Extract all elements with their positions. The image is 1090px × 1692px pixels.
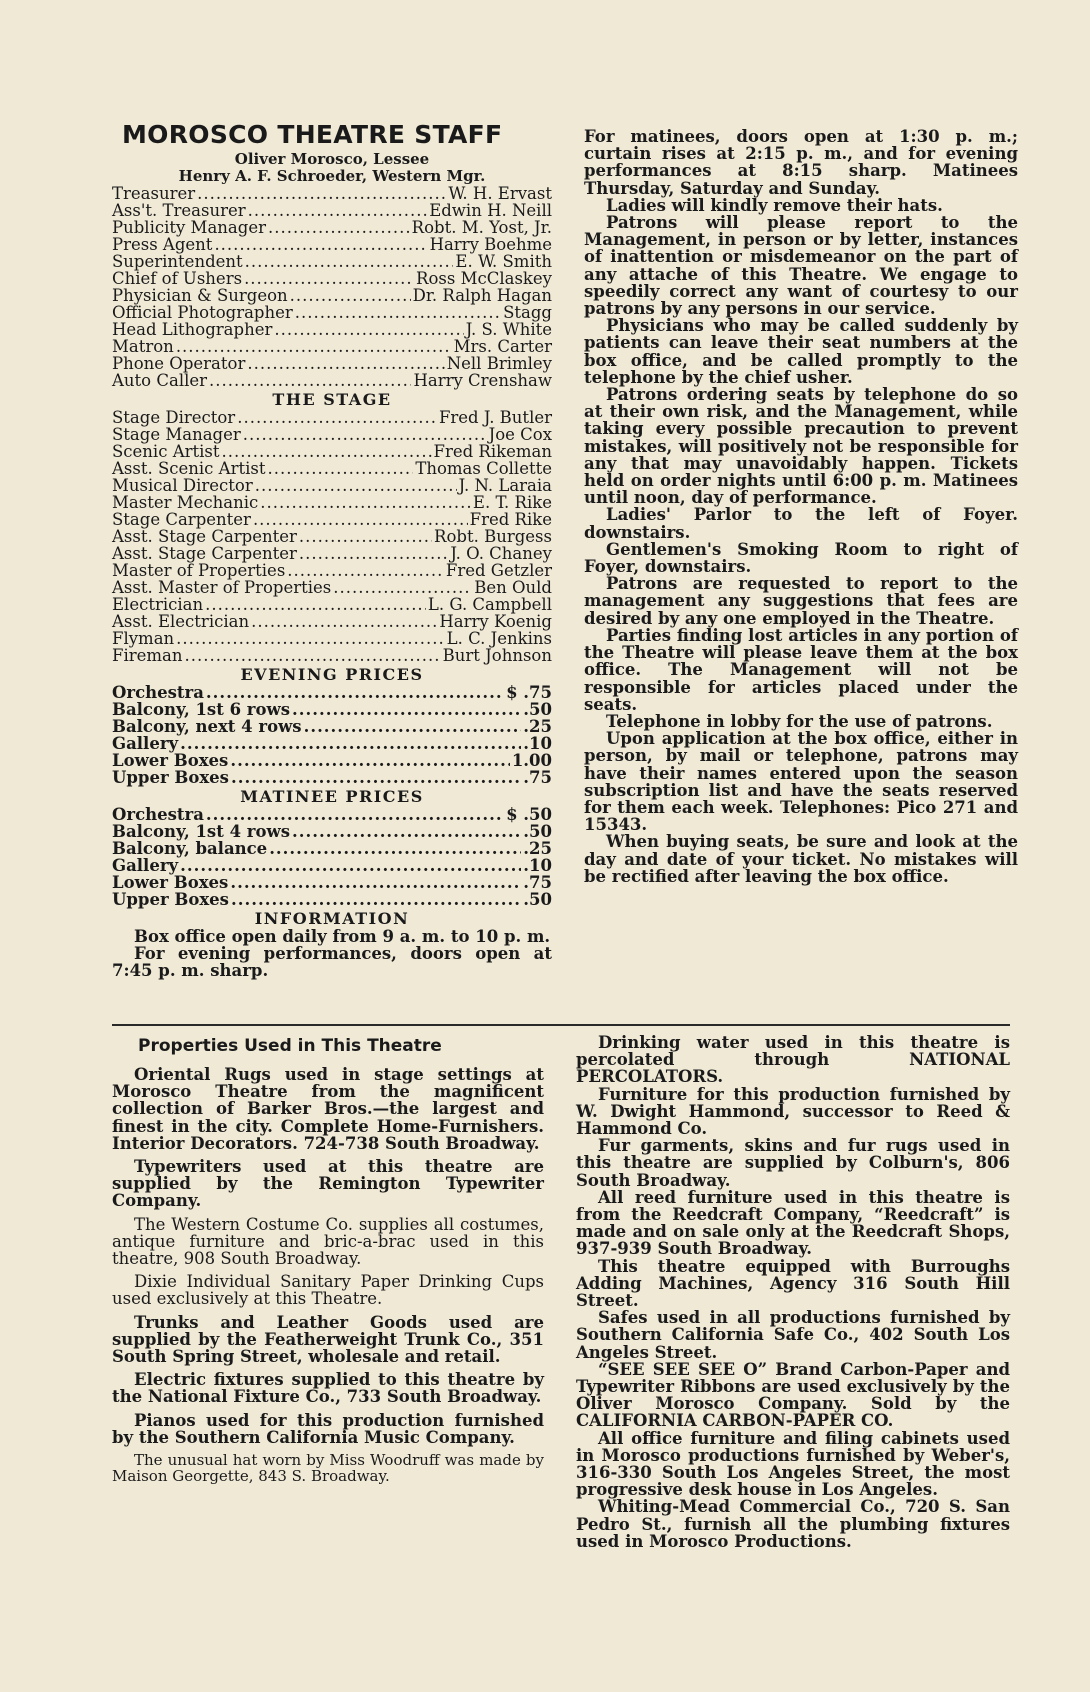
- list-row: [112, 253, 552, 270]
- row-label: Balcony, 1st 4 rows: [112, 822, 291, 841]
- leader-dots: [237, 409, 437, 426]
- list-row: [112, 630, 552, 647]
- properties-right-column: [576, 1034, 1010, 1550]
- row-value: Burt Johnson: [442, 646, 552, 665]
- leader-dots: [260, 494, 471, 511]
- list-row: [112, 236, 552, 253]
- properties-left-list: [112, 1066, 544, 1484]
- property-paragraph: Electric fixtures supplied to this theatre by the National Fixture Co., 733 South Broadway.: [112, 1370, 544, 1407]
- property-paragraph: “SEE SEE SEE O” Brand Carbon-Paper and Typewriter Ribbons are used exclusively by the Oliver Morosco Company. Sold by the CALIFORNIA CARBON-PAPER CO.: [576, 1359, 1010, 1431]
- box-office-hours: Box office open daily from 9 a. m. to 10 p. m.: [134, 927, 551, 946]
- leader-dots: [180, 735, 521, 752]
- list-row: [112, 545, 552, 562]
- row-value: E. W. Smith: [455, 252, 552, 271]
- leader-dots: [292, 701, 521, 718]
- row-label: Lower Boxes: [112, 873, 229, 892]
- notice-paragraph: Patrons will please report to the Management, in person or by letter, instances of inattention or misdemeanor on the part of any attache of this Theatre. We engage to speedily correct any want of courtesy to our patrons by any persons in our service.: [584, 213, 1018, 319]
- leader-dots: [197, 185, 446, 202]
- row-value: Harry Koenig: [439, 612, 552, 631]
- leader-dots: [299, 528, 432, 545]
- row-label: Upper Boxes: [112, 890, 229, 909]
- leader-dots: [255, 477, 457, 494]
- notice-paragraph: Upon application at the box office, either in person, by mail or telephone, patrons may have their names entered upon the season subscription list and have the seats reserved for them each week. Telephones: Pico 271 and 15343.: [584, 729, 1018, 835]
- row-value: .25: [523, 717, 552, 736]
- property-paragraph: Whiting-Mead Commercial Co., 720 S. San Pedro St., furnish all the plumbing fixtures used in Morosco Productions.: [576, 1497, 1010, 1551]
- leader-dots: [292, 823, 521, 840]
- section-divider: [112, 1024, 1010, 1026]
- row-value: Ben Ould: [474, 578, 552, 597]
- leader-dots: [295, 304, 501, 321]
- row-value: Joe Cox: [488, 425, 552, 444]
- property-paragraph: Furniture for this production furnished by W. Dwight Hammond, successor to Reed & Hammond Co.: [576, 1084, 1010, 1139]
- information-heading: INFORMATION: [254, 909, 410, 928]
- list-row: [112, 338, 552, 355]
- row-label: Fireman: [112, 646, 183, 665]
- row-value: Fred Rikeman: [433, 442, 552, 461]
- row-label: Press Agent: [112, 235, 213, 254]
- row-value: .50: [523, 822, 552, 841]
- leader-dots: [214, 236, 427, 253]
- row-label: Orchestra: [112, 683, 204, 702]
- list-row: [112, 528, 552, 545]
- row-value: .75: [523, 768, 552, 787]
- row-value: 1.00: [511, 751, 552, 770]
- row-label: Chief of Ushers: [112, 269, 243, 288]
- properties-left-column: [112, 1036, 544, 1484]
- list-row: [112, 511, 552, 528]
- list-row: [112, 613, 552, 630]
- leader-dots: [274, 321, 463, 338]
- leader-dots: [231, 891, 521, 908]
- notice-paragraph: For matinees, doors open at 1:30 p. m.; curtain rises at 2:15 p. m., and for evening performances at 8:15 sharp. Matinees Thursday, Saturday and Sunday.: [584, 127, 1018, 198]
- notice-paragraph: Ladies' Parlor to the left of Foyer. downstairs.: [584, 505, 1018, 542]
- property-paragraph: Drinking water used in this theatre is percolated through NATIONAL PERCOLATORS.: [576, 1033, 1010, 1087]
- row-label: Asst. Stage Carpenter: [112, 527, 297, 546]
- leader-dots: [269, 840, 521, 857]
- list-row: [112, 823, 552, 840]
- evening-prices-heading: EVENING PRICES: [240, 665, 424, 684]
- row-value: Stagg: [503, 303, 552, 322]
- list-row: [112, 701, 552, 718]
- row-label: Balcony, 1st 6 rows: [112, 700, 291, 719]
- row-label: Master of Properties: [112, 561, 286, 580]
- list-row: [112, 891, 552, 908]
- leader-dots: [251, 613, 437, 630]
- list-row: [112, 806, 552, 823]
- property-paragraph: Pianos used for this production furnished by the Southern California Music Company.: [112, 1410, 544, 1447]
- row-label: Balcony, next 4 rows: [112, 717, 302, 736]
- row-label: Upper Boxes: [112, 768, 229, 787]
- row-label: Master Mechanic: [112, 493, 259, 512]
- row-value: J. S. White: [465, 320, 552, 339]
- row-value: .10: [523, 734, 552, 753]
- leader-dots: [209, 372, 411, 389]
- list-row: [112, 647, 552, 664]
- row-label: Stage Director: [112, 408, 236, 427]
- row-label: Stage Manager: [112, 425, 241, 444]
- leader-dots: [176, 338, 452, 355]
- row-label: Orchestra: [112, 805, 204, 824]
- list-row: [112, 202, 552, 219]
- row-value: Fred Getzler: [445, 561, 552, 580]
- leader-dots: [231, 769, 521, 786]
- list-row: [112, 287, 552, 304]
- row-label: Asst. Electrician: [112, 612, 250, 631]
- property-paragraph: The unusual hat worn by Miss Woodruff was made by Maison Georgette, 843 S. Broadway.: [112, 1451, 544, 1486]
- list-row: [112, 185, 552, 202]
- evening-doors: For evening performances, doors open at 7:45 p. m. sharp.: [112, 944, 552, 981]
- leader-dots: [267, 460, 413, 477]
- property-paragraph: Safes used in all productions furnished by Southern California Safe Co., 402 South Los Angeles Street.: [576, 1308, 1010, 1362]
- property-paragraph: The Western Costume Co. supplies all costumes, antique furniture and bric-a-brac used in this theatre, 908 South Broadway.: [112, 1214, 544, 1269]
- leader-dots: [245, 253, 454, 270]
- row-value: Thomas Collette: [415, 459, 552, 478]
- leader-dots: [222, 443, 432, 460]
- list-row: [112, 579, 552, 596]
- list-row: [112, 684, 552, 701]
- list-row: [112, 426, 552, 443]
- notice-paragraph: Patrons ordering seats by telephone do so at their own risk, and the Management, while taking every possible precaution to prevent mistakes, will positively not be responsible for any that may unavoidably happen. Tickets held on order nights until 6:00 p. m. Matinees until noon, day of performance.: [584, 385, 1018, 508]
- lessee-line: Oliver Morosco, Lessee: [234, 150, 430, 168]
- list-row: [112, 270, 552, 287]
- list-row: [112, 857, 552, 874]
- list-row: [112, 769, 552, 786]
- leader-dots: [304, 718, 522, 735]
- list-row: [112, 355, 552, 372]
- row-label: Gallery: [112, 856, 179, 875]
- stage-heading: THE STAGE: [272, 390, 392, 409]
- list-row: [112, 494, 552, 511]
- row-value: .25: [523, 839, 552, 858]
- leader-dots: [247, 355, 444, 372]
- notices-column: [584, 128, 1018, 885]
- properties-title: Properties Used in This Theatre: [138, 1036, 442, 1056]
- row-value: Harry Boehme: [429, 235, 552, 254]
- row-value: Ross McClaskey: [416, 269, 552, 288]
- leader-dots: [180, 857, 521, 874]
- row-label: Official Photographer: [112, 303, 293, 322]
- notice-paragraph: When buying seats, be sure and look at the day and date of your ticket. No mistakes will be rectified after leaving the box office.: [584, 832, 1018, 886]
- row-value: Fred J. Butler: [438, 408, 552, 427]
- list-row: [112, 372, 552, 389]
- notice-paragraph: Telephone in lobby for the use of patrons.: [606, 711, 993, 731]
- list-row: [112, 735, 552, 752]
- property-paragraph: Dixie Individual Sanitary Paper Drinking Cups used exclusively at this Theatre.: [112, 1272, 544, 1309]
- row-label: Ass't. Treasurer: [112, 201, 246, 220]
- list-row: [112, 477, 552, 494]
- row-value: .75: [523, 873, 552, 892]
- stage-list: [112, 409, 552, 664]
- staff-title: MOROSCO THEATRE STAFF: [122, 120, 503, 149]
- property-paragraph: All office furniture and filing cabinets used in Morosco productions furnished by Weber's, 316-330 South Los Angeles Street, the most progressive desk house in Los Angeles.: [576, 1428, 1010, 1500]
- list-row: [112, 718, 552, 735]
- row-label: Phone Operator: [112, 354, 246, 373]
- leader-dots: [176, 630, 444, 647]
- manager-line: Henry A. F. Schroeder, Western Mgr.: [178, 167, 486, 185]
- list-row: [112, 460, 552, 477]
- row-label: Asst. Scenic Artist: [112, 459, 266, 478]
- leader-dots: [243, 426, 487, 443]
- row-label: Physician & Surgeon: [112, 286, 288, 305]
- staff-column: [112, 120, 552, 980]
- leader-dots: [290, 287, 411, 304]
- property-paragraph: Fur garments, skins and fur rugs used in this theatre are supplied by Colburn's, 806 South Broadway.: [576, 1136, 1010, 1190]
- notice-paragraph: Physicians who may be called suddenly by patients can leave their seat numbers at the box office, and be called promptly to the telephone by the chief usher.: [584, 316, 1018, 387]
- row-value: W. H. Ervast: [448, 184, 552, 203]
- property-paragraph: All reed furniture used in this theatre is from the Reedcraft Company, “Reedcraft” is made and on sale only at the Reedcraft Shops, 937-939 South Broadway.: [576, 1187, 1010, 1259]
- row-label: Asst. Stage Carpenter: [112, 544, 297, 563]
- list-row: [112, 874, 552, 891]
- leader-dots: [253, 511, 468, 528]
- row-label: Asst. Master of Properties: [112, 578, 332, 597]
- row-label: Electrician: [112, 595, 204, 614]
- list-row: [112, 304, 552, 321]
- list-row: [112, 840, 552, 857]
- notice-paragraph: Gentlemen's Smoking Room to right of Foyer, downstairs.: [584, 539, 1018, 577]
- row-value: Harry Crenshaw: [413, 371, 552, 390]
- property-paragraph: This theatre equipped with Burroughs Adding Machines, Agency 316 South Hill Street.: [576, 1256, 1010, 1311]
- staff-list: [112, 185, 552, 389]
- leader-dots: [287, 562, 444, 579]
- matinee-prices-list: [112, 806, 552, 908]
- list-row: [112, 562, 552, 579]
- row-value: .50: [523, 890, 552, 909]
- property-paragraph: Trunks and Leather Goods used are supplied by the Featherweight Trunk Co., 351 South Spring Street, wholesale and retail.: [112, 1312, 544, 1367]
- row-label: Treasurer: [112, 184, 196, 203]
- row-label: Scenic Artist: [112, 442, 220, 461]
- notice-paragraph: Parties finding lost articles in any portion of the Theatre will please leave them at the box office. The Management will not be responsible for articles placed under the seats.: [584, 625, 1018, 714]
- evening-prices-list: [112, 684, 552, 786]
- row-value: .50: [523, 700, 552, 719]
- list-row: [112, 752, 552, 769]
- property-paragraph: Typewriters used at this theatre are supplied by the Remington Typewriter Company.: [112, 1157, 544, 1211]
- leader-dots: [205, 596, 426, 613]
- matinee-prices-heading: MATINEE PRICES: [240, 787, 424, 806]
- row-label: Gallery: [112, 734, 179, 753]
- row-label: Musical Director: [112, 476, 253, 495]
- row-value: $ .75: [506, 683, 552, 702]
- row-value: E. T. Rike: [472, 493, 552, 512]
- row-value: L. C. Jenkins: [446, 629, 552, 648]
- row-value: Robt. Burgess: [434, 527, 552, 546]
- row-value: J. N. Laraia: [458, 476, 552, 495]
- leader-dots: [185, 647, 441, 664]
- list-row: [112, 219, 552, 236]
- row-label: Auto Caller: [112, 371, 208, 390]
- row-label: Publicity Manager: [112, 218, 266, 237]
- row-value: Nell Brimley: [446, 354, 552, 373]
- leader-dots: [333, 579, 472, 596]
- list-row: [112, 321, 552, 338]
- row-label: Superintendent: [112, 252, 243, 271]
- leader-dots: [230, 874, 521, 891]
- property-paragraph: Oriental Rugs used in stage settings at Morosco Theatre from the magnificent collection of Barker Bros.—the largest and finest in the city. Complete Home-Furnishers. Interior Decorators. 724-738 South Broadway.: [112, 1065, 544, 1153]
- leader-dots: [299, 545, 448, 562]
- row-value: Fred Rike: [469, 510, 552, 529]
- row-value: Robt. M. Yost, Jr.: [411, 218, 552, 237]
- row-label: Matron: [112, 337, 174, 356]
- row-value: J. O. Chaney: [450, 544, 552, 563]
- row-value: Mrs. Carter: [453, 337, 552, 356]
- row-value: .10: [523, 856, 552, 875]
- notice-paragraph: Ladies will kindly remove their hats.: [606, 195, 943, 215]
- row-label: Balcony, balance: [112, 839, 268, 858]
- row-value: Edwin H. Neill: [429, 201, 552, 220]
- row-label: Stage Carpenter: [112, 510, 251, 529]
- row-label: Lower Boxes: [112, 751, 229, 770]
- row-label: Flyman: [112, 629, 175, 648]
- leader-dots: [206, 806, 504, 823]
- row-label: Head Lithographer: [112, 320, 273, 339]
- leader-dots: [268, 219, 410, 236]
- list-row: [112, 596, 552, 613]
- notice-paragraph: Patrons are requested to report to the management any suggestions that fees are desired by any one employed in the Theatre.: [584, 574, 1018, 628]
- list-row: [112, 409, 552, 426]
- leader-dots: [230, 752, 509, 769]
- leader-dots: [206, 684, 504, 701]
- row-value: L. G. Campbell: [427, 595, 552, 614]
- list-row: [112, 443, 552, 460]
- leader-dots: [244, 270, 414, 287]
- row-value: $ .50: [506, 805, 552, 824]
- leader-dots: [248, 202, 428, 219]
- row-value: Dr. Ralph Hagan: [412, 286, 552, 305]
